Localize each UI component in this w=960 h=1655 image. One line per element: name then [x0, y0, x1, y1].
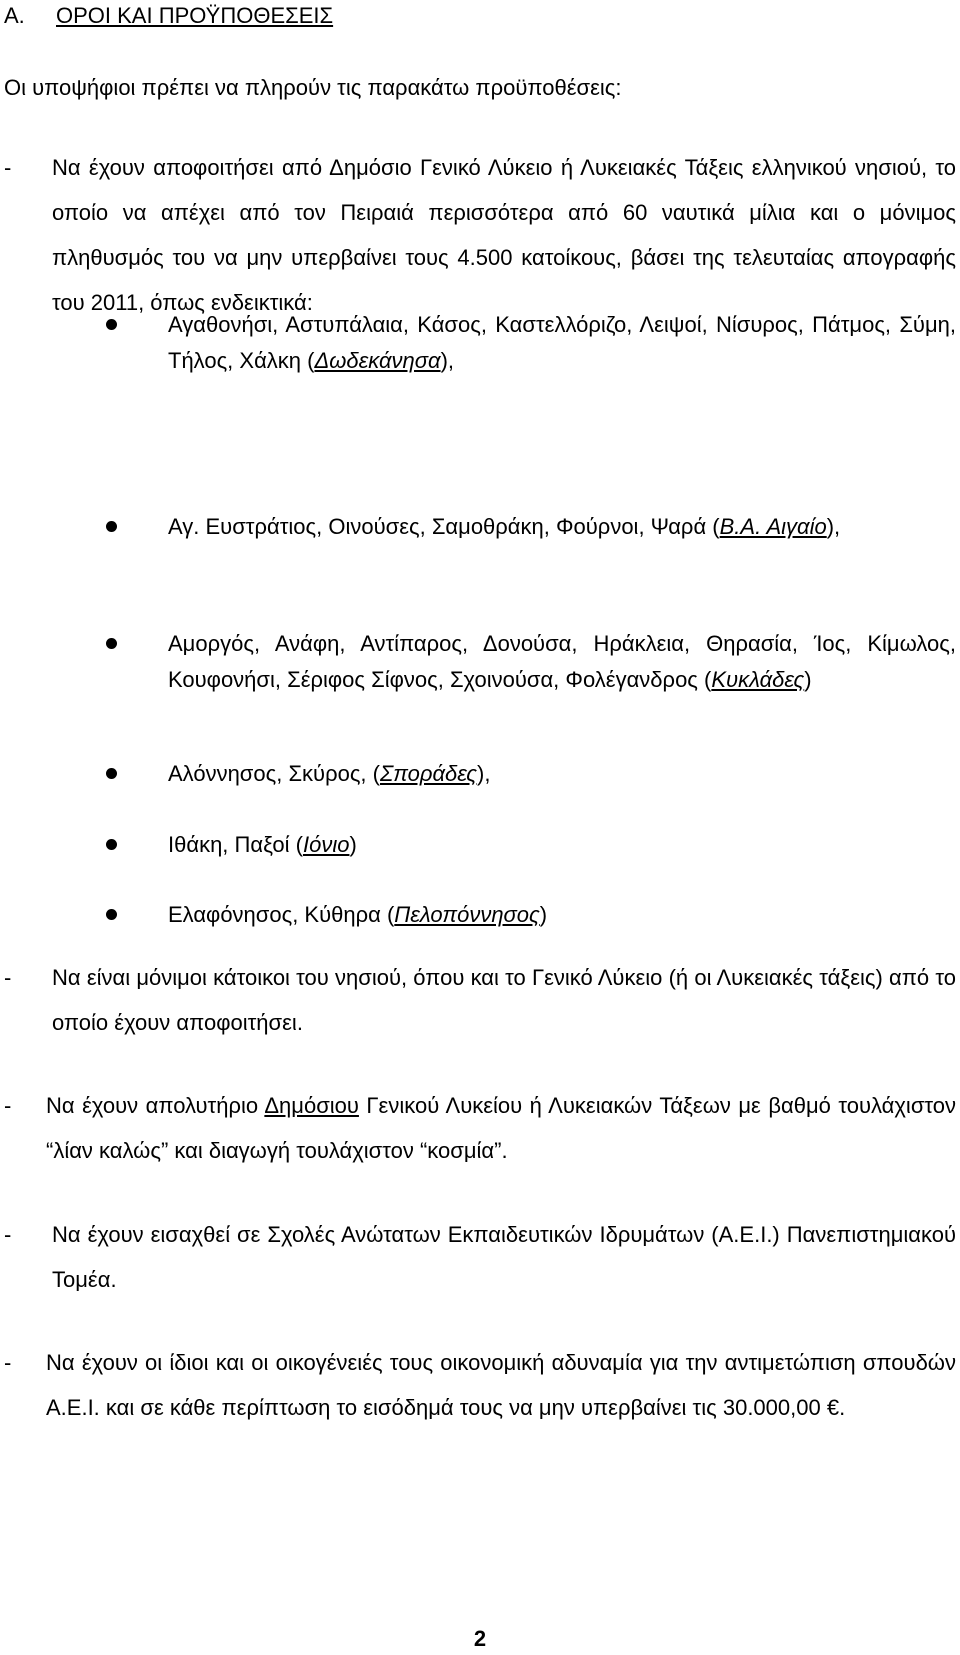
requirement-text: Να έχουν απολυτήριο Δημόσιου Γενικού Λυκείου ή Λυκειακών Τάξεων με βαθμό τουλάχιστον “λίαν καλώς” και διαγωγή τουλάχιστον “κοσμία”.: [46, 1093, 957, 1163]
document-page: Α. ΟΡΟΙ ΚΑΙ ΠΡΟΫΠΟΘΕΣΕΙΣ Οι υποψήφιοι πρέπει να πληρούν τις παρακάτω προϋποθέσεις: - Να έχουν αποφοιτήσει από Δημόσιο Γενικό Λύκειο ή Λυκειακές Τάξεις ελληνικού νησιού, το οποίο να απέχει από τον Πειραιά περισσότερα από 60 ναυτικά μίλια και ο μόνιμος πληθυσμός του να μην υπερβαίνει τους 4.500 κατοίκους, βάσει της τελευταίας απογραφής του 2011, όπως ενδεικτικά: Αγαθονήσι, Αστυπάλαια, Κάσος, Καστελλόριζο, Λειψοί, Νίσυρος, Πάτμος, Σύμη, Τήλος, Χάλκη (Δωδεκάνησα), Αγ. Ευστράτιος, Οινούσες, Σαμοθράκη, Φούρνοι, Ψαρά (Β.Α. Αιγαίο), Αμοργός, Ανάφη, Αντίπαρος, Δονούσα, Ηράκλεια, Θηρασία, Ίος, Κίμωλος, Κουφονήσι, Σέριφος Σίφνος, Σχοινούσα, Φολέγανδρος (Κυκλάδες) Αλόννησος, Σκύρος, (Σποράδες), Ιθάκη, Παξοί (Ιόνιο) Ελαφόνησος, Κύθηρα (Πελοπόννησος) - Να είναι μόνιμοι κάτοικοι του νησιού, όπου και το Γενικό Λύκειο (ή οι Λυκειακές τάξεις) από το οποίο έχουν αποφοιτήσει. - Να έχουν απολυτήριο Δημόσιου Γενικού Λυκείου ή Λυκειακών Τάξεων με βαθμό τουλάχιστον “λίαν καλώς” και διαγωγή τουλάχιστον “κοσμία”. - Να έχουν εισαχθεί σε Σχολές Ανώτατων Εκπαιδευτικών Ιδρυμάτων (Α.Ε.Ι.) Πανεπιστημιακού Τομέα. - Να έχουν οι ίδιοι και οι οικογένειές τους οικονομική αδυναμία για την αντιμετώπιση σπουδών Α.Ε.Ι. και σε κάθε περίπτωση το εισόδημά τους να μην υπερβαίνει τις 30.000,00 €. 2: [0, 0, 960, 1655]
bullet-icon: [106, 521, 117, 532]
bullet-icon: [106, 319, 117, 330]
requirement-text: Να έχουν αποφοιτήσει από Δημόσιο Γενικό Λύκειο ή Λυκειακές Τάξεις ελληνικού νησιού, το οποίο να απέχει από τον Πειραιά περισσότερα από 60 ναυτικά μίλια και ο μόνιμος πληθυσμός του να μην υπερβαίνει τους 4.500 κατοίκους, βάσει της τελευταίας απογραφής του 2011, όπως ενδεικτικά:: [52, 155, 956, 315]
list-dash: -: [4, 155, 12, 180]
requirement-text: Να είναι μόνιμοι κάτοικοι του νησιού, όπου και το Γενικό Λύκειο (ή οι Λυκειακές τάξεις) από το οποίο έχουν αποφοιτήσει.: [52, 965, 956, 1035]
list-dash: -: [4, 1222, 12, 1247]
region-name: Πελοπόννησος: [394, 902, 540, 927]
bullet-icon: [106, 638, 117, 649]
region-name: Κυκλάδες: [711, 667, 805, 692]
region-name: Ιόνιο: [302, 832, 350, 857]
list-dash: -: [4, 1093, 12, 1118]
region-name: Δωδεκάνησα: [314, 348, 441, 373]
bullet-icon: [106, 839, 117, 850]
section-title: ΟΡΟΙ ΚΑΙ ΠΡΟΫΠΟΘΕΣΕΙΣ: [56, 3, 334, 28]
requirement-text: Να έχουν οι ίδιοι και οι οικογένειές τους οικονομική αδυναμία για την αντιμετώπιση σπουδών Α.Ε.Ι. και σε κάθε περίπτωση το εισόδημά τους να μην υπερβαίνει τις 30.000,00 €.: [46, 1350, 956, 1420]
intro-paragraph: Οι υποψήφιοι πρέπει να πληρούν τις παρακάτω προϋποθέσεις:: [4, 75, 622, 100]
list-dash: -: [4, 965, 12, 990]
region-name: Β.Α. Αιγαίο: [719, 514, 827, 539]
requirement-text: Να έχουν εισαχθεί σε Σχολές Ανώτατων Εκπαιδευτικών Ιδρυμάτων (Α.Ε.Ι.) Πανεπιστημιακού Τομέα.: [52, 1222, 956, 1292]
page-number: 2: [473, 1626, 487, 1651]
bullet-icon: [106, 768, 117, 779]
region-name: Σποράδες: [380, 761, 478, 786]
section-heading: [4, 2, 333, 30]
bullet-icon: [106, 909, 117, 920]
list-dash: -: [4, 1350, 12, 1375]
section-number: Α.: [4, 3, 25, 28]
